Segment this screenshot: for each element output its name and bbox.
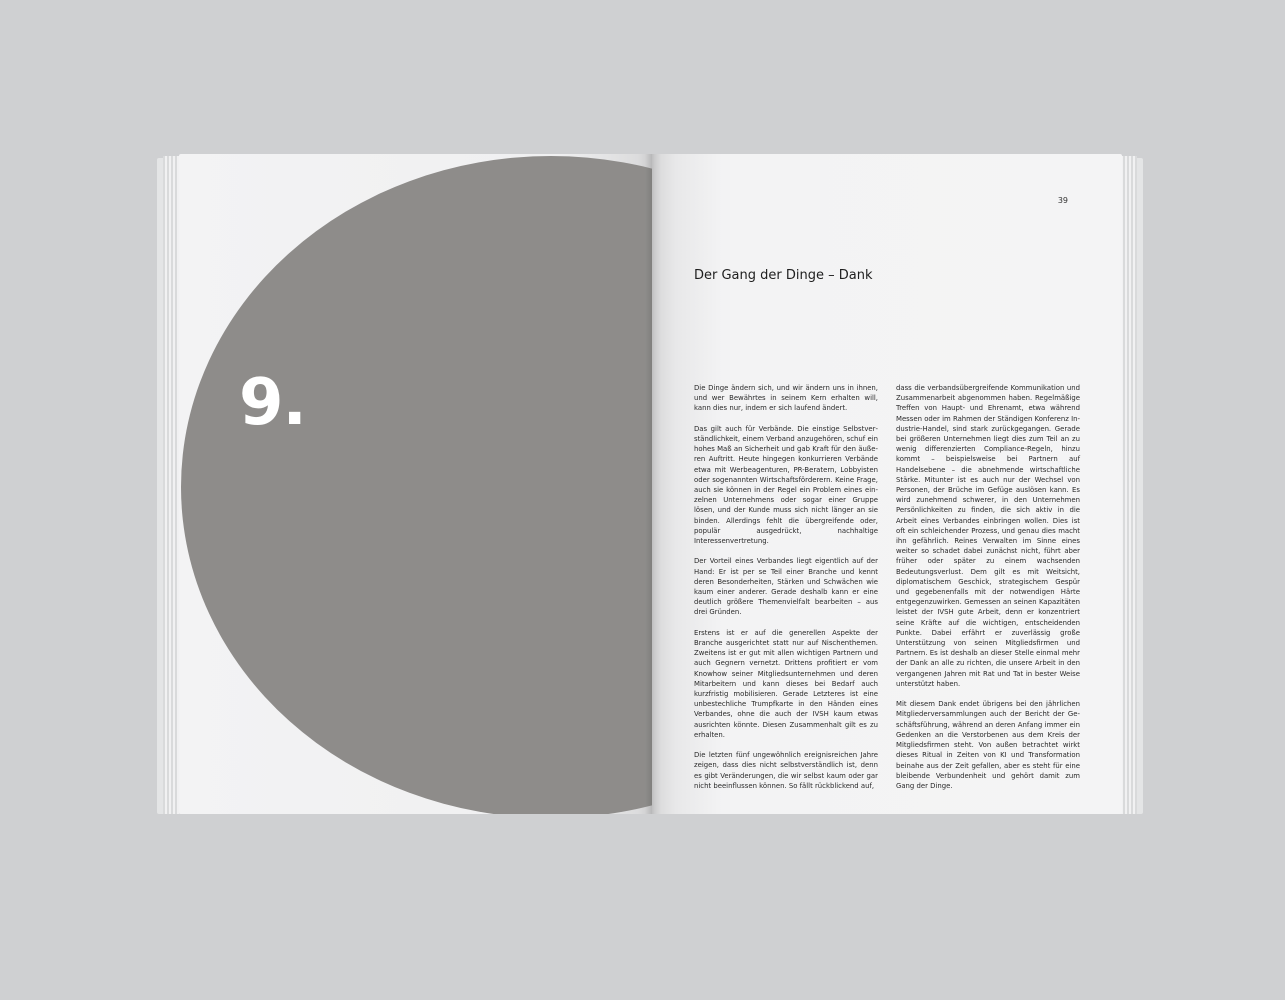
chapter-number: 9. <box>239 366 306 440</box>
page-stack-right <box>1121 156 1137 814</box>
right-page <box>652 154 1122 814</box>
grey-circle-graphic <box>181 156 652 814</box>
circle-graphic-frame <box>181 156 652 814</box>
paragraph: Die letzten fünf ungewöhnlich ereignisreichen Jahre zeigen, dass dies nicht selbstverständlich ist, denn es gibt Veränderungen, die wir selbst kaum oder gar nicht beeinflussen können. So fällt rückblickend auf, <box>694 751 878 790</box>
left-page <box>179 154 652 814</box>
page-number: 39 <box>1057 196 1068 205</box>
paragraph: Die Dinge ändern sich, und wir ändern uns in ihnen, und wer Bewährtes in seinem Kern erhalten will, kann dies nur, indem er sich laufend ändert. <box>694 384 878 413</box>
text-column-2 <box>896 383 1080 801</box>
paragraph: Das gilt auch für Verbände. Die einstige Selbstverständlichkeit, einem Verband anzugehören, schuf ein hohes Maß an Sicherheit und gab Kraft für den äußeren Auftritt. Heute hingegen konkurrieren Verbände etwa mit Werbeagenturen, PR-Beratern, Lobbyisten oder sogenannten Wirtschaftsförderern. Keine Frage, auch sie können in der Regel ein Problem eines einzelnen Unternehmens oder sogar einer Gruppe lösen, und der Kunde muss sich nicht länger an sie binden. Allerdings fehlt die übergreifende oder, populär ausgedrückt, nachhaltige Interessenvertretung. <box>694 424 878 546</box>
paragraph: Mit diesem Dank endet übrigens bei den jährlichen Mitgliederversammlungen auch der Bericht der Geschäftsführung, während an deren Anfang immer ein Gedenken an die Verstorbenen aus dem Kreis der Mitgliedsfirmen steht. Von außen betrachtet wirkt dieses Ritual in Zeiten von KI und Transformation beinahe aus der Zeit gefallen, aber es steht für eine bleibende Verbundenheit und gehört damit zum Gang der Dinge. <box>896 700 1080 790</box>
page-stack-left <box>163 156 179 814</box>
open-book <box>157 150 1143 820</box>
book-gutter-shadow <box>645 154 661 814</box>
paragraph: Der Vorteil eines Verbandes liegt eigentlich auf der Hand: Er ist per se Teil einer Branche und kennt deren Besonderheiten, Stärken und Schwächen wie kaum einer anderer. Gerade deshalb kann er eine deutlich größere Themenvielfalt bearbeiten – aus drei Gründen. <box>694 557 878 617</box>
chapter-title: Der Gang der Dinge – Dank <box>694 268 873 283</box>
text-column-1 <box>694 383 878 801</box>
paragraph: dass die verbandsübergreifende Kommunikation und Zusammenarbeit abgenommen haben. Regelmäßige Treffen von Haupt- und Ehrenamt, etwa während Messen oder im Rahmen der Ständigen Konferenz Industrie-Handel, sind stark zurückgegangen. Gerade bei größeren Unternehmen liegt dies zum Teil an zu wenig differenzierten Compliance-Regeln, hinzu kommt – beispielsweise bei Partnern auf Handelsebene – die abnehmende wirtschaftliche Stärke. Mitunter ist es auch nur der Wechsel von Personen, der Brüche im Gefüge auslösen kann. Es wird zunehmend schwerer, in den Unternehmen Persönlichkeiten zu finden, die sich aktiv in die Arbeit eines Verbandes einbringen wollen. Dies ist oft ein schleichender Prozess, und genau dies macht ihn gefährlich. Reines Verwalten im Sinne eines weiter so schadet dabei zunächst nicht, führt aber früher oder später zu einem wachsenden Bedeutungsverlust. Dem gilt es mit Weitsicht, diplomatischem Geschick, strategischem Gespür und gegebenenfalls mit der notwendigen Härte entgegenzuwirken. Gemessen an seinen Kapazitäten leistet der IVSH gute Arbeit, denn er konzentriert seine Kräfte auf die wichtigen, entscheidenden Punkte. Dabei erfährt er zuverlässig große Unterstützung von seinen Mitgliedsfirmen und Partnern. Es ist deshalb an dieser Stelle einmal mehr der Dank an alle zu richten, die unsere Arbeit in den vergangenen Jahren mit Rat und Tat in bester Weise unterstützt haben. <box>896 384 1080 688</box>
paragraph: Erstens ist er auf die generellen Aspekte der Branche ausgerichtet statt nur auf Nischenthemen. Zweitens ist er gut mit allen wichtigen Partnern und auch Gegnern vernetzt. Drittens profitiert er vom Knowhow seiner Mitgliedsunternehmen und deren Mitarbeitern und kann dieses bei Bedarf auch kurzfristig mobilisieren. Gerade Letzteres ist eine unbestechliche Trumpfkarte in den Händen eines Verbandes, ohne die auch der IVSH kaum etwas ausrichten könnte. Diesen Zusammenhalt gilt es zu erhalten. <box>694 628 878 739</box>
